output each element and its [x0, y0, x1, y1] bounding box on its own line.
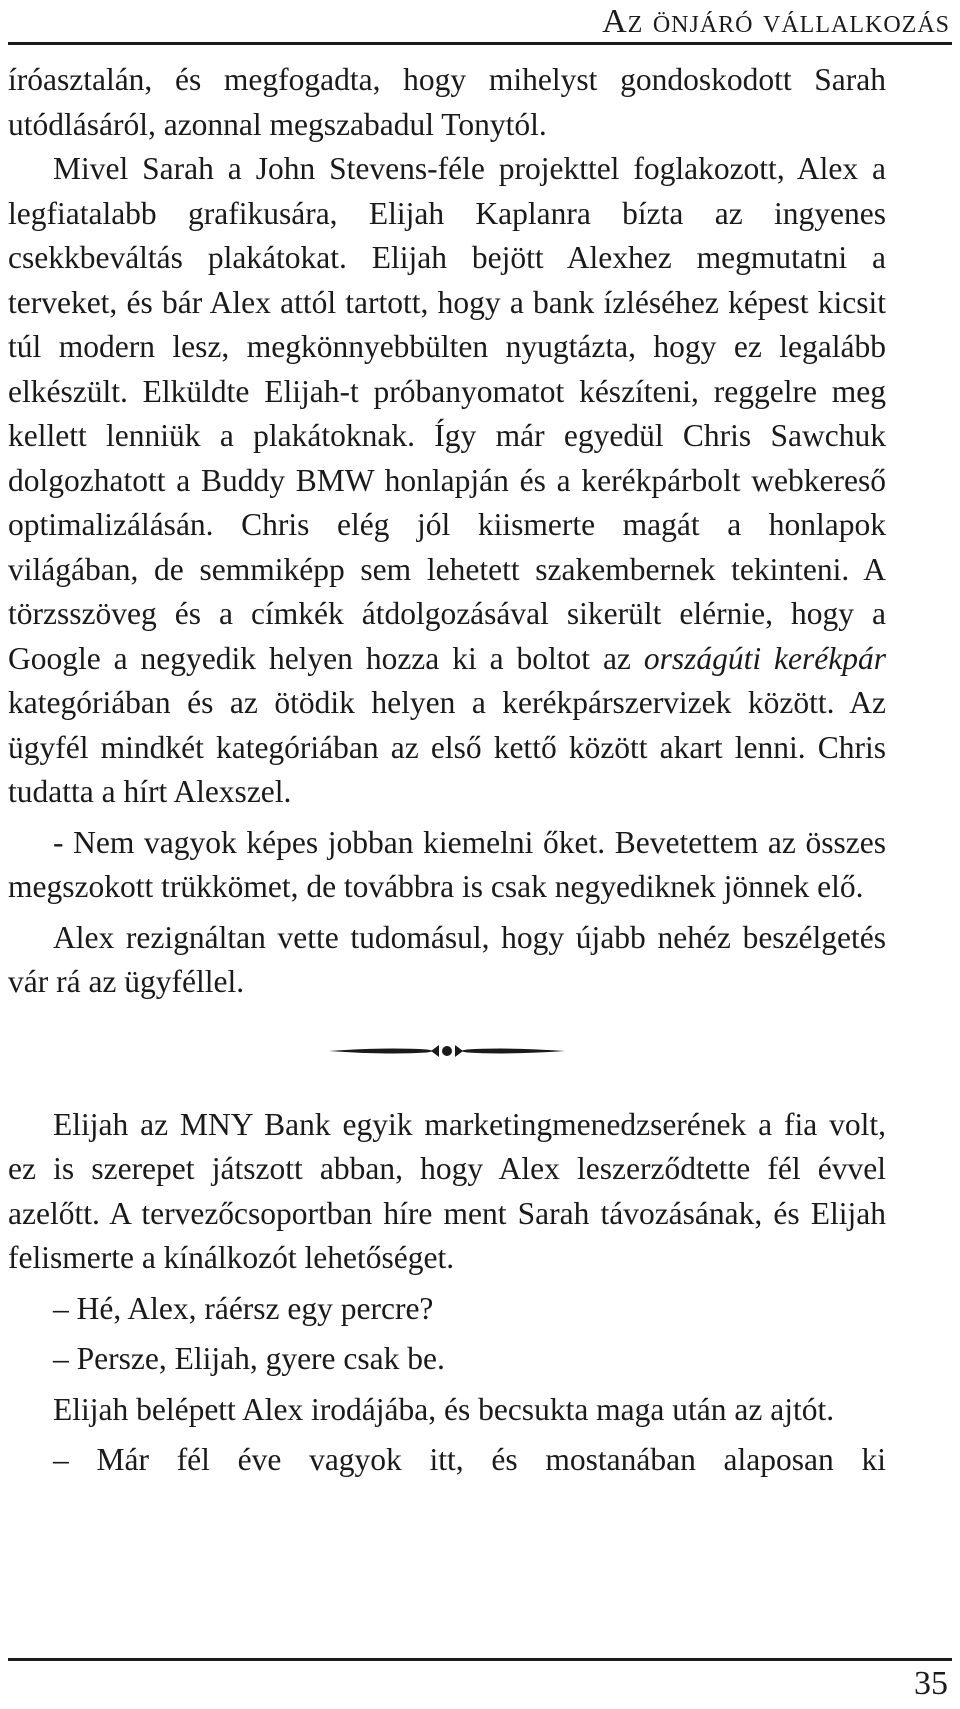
dialogue-chris: - Nem vagyok képes jobban kiemelni őket. Bevetettem az összes megszokott trükkömet, de továbbra is csak negyediknek jönnek elő.	[8, 824, 886, 904]
footer-rule	[8, 1658, 952, 1661]
dialogue-elijah-question: – Hé, Alex, ráérsz egy percre?	[53, 1290, 434, 1326]
paragraph-alex-resigned: Alex rezignáltan vette tudomásul, hogy újabb nehéz beszélgetés vár rá az ügyféllel.	[8, 919, 886, 999]
dialogue-elijah-continues: – Már fél éve vagyok itt, és mostanában alaposan ki	[53, 1442, 886, 1477]
paragraph-elijah-enters: Elijah belépett Alex irodájába, és becsukta maga után az ajtót.	[53, 1391, 835, 1427]
page-number: 35	[914, 1665, 948, 1702]
paragraph-elijah-background: Elijah az MNY Bank egyik marketingmenedzserének a fia volt, ez is szerepet játszott abban, hogy Alex leszerződtette fél évvel azelőtt. A tervezőcsoportban híre ment Sarah távozásának, és Elijah felismerte a kínálkozót lehetőséget.	[8, 1106, 886, 1275]
paragraph-main-end: kategóriában és az ötödik helyen a kerékpárszervizek között. Az ügyfél mindkét kategóriában az első kettő között akart lenni. Chris tudatta a hírt Alexszel.	[8, 685, 886, 809]
body-text	[8, 58, 886, 1483]
italic-term: országúti kerékpár	[643, 640, 886, 676]
section-break-flourish-icon	[327, 1039, 567, 1063]
paragraph-continuation: íróasztalán, és megfogadta, hogy mihelyst gondoskodott Sarah utódlásáról, azonnal megszabadul Tonytól.	[8, 62, 886, 142]
dialogue-alex-reply: – Persze, Elijah, gyere csak be.	[53, 1341, 445, 1376]
paragraph-main	[8, 147, 886, 815]
header-rule	[8, 42, 952, 45]
paragraph-main-text: Mivel Sarah a John Stevens-féle projekttel foglakozott, Alex a legfiatalabb grafikusára, Elijah Kaplanra bízta az ingyenes csekkbeváltás plakátokat. Elijah bejött Alexhez megmutatni a terveket, és bár Alex attól tartott, hogy a bank ízléséhez képest kicsit túl modern lesz, megkönnyebbülten nyugtázta, hogy ez legalább elkészült. Elküldte Elijah-t próbanyomatot készíteni, reggelre meg kellett lenniük a plakátoknak. Így már egyedül Chris Sawchuk dolgozhatott a Buddy BMW honlapján és a kerékpárbolt webkereső optimalizálásán. Chris elég jól kiismerte magát a honlapok világában, de semmiképp sem lehetett szakembernek tekinteni. A törzsszöveg és a címkék átdolgozásával sikerült elérnie, hogy a Google a negyedik helyen hozza ki a boltot az	[8, 151, 886, 676]
running-head-title: Az önjáró vállalkozás	[602, 3, 950, 40]
